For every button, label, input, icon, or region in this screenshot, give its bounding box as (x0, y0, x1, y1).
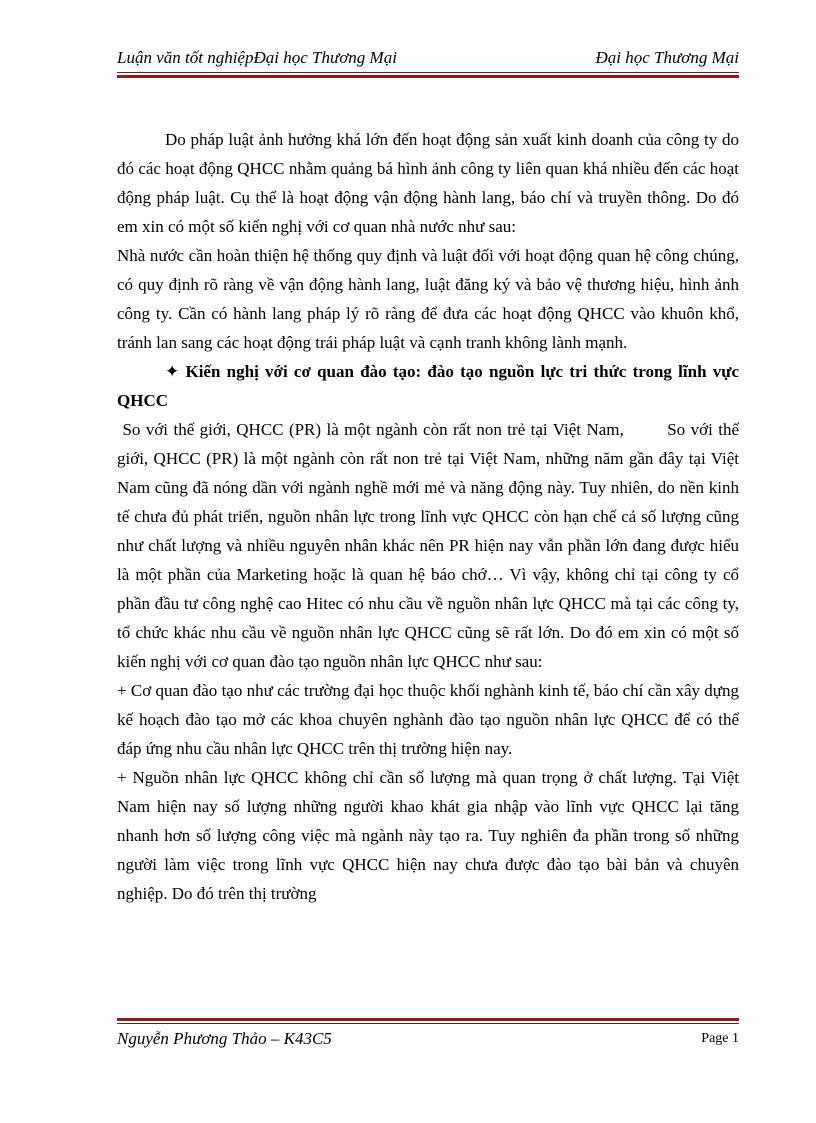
paragraph-training-point-2: + Nguồn nhân lực QHCC không chỉ cần số lượng mà quan trọng ở chất lượng. Tại Việt Nam hiện nay số lượng những người khao khát gia nhập vào lĩnh vực QHCC lại tăng nhanh hơn số lượng công việc mà ngành này tạo ra. Tuy nghiên đa phần trong số những người làm việc trong lĩnh vực QHCC hiện nay chưa được đào tạo bài bản và chuyên nghiệp. Do đó trên thị trường (117, 768, 739, 903)
document-body (117, 125, 744, 908)
footer-rule (117, 1018, 739, 1024)
section-heading-text: Kiến nghị với cơ quan đào tạo: đào tạo nguồn lực tri thức trong lĩnh vực QHCC (117, 362, 739, 410)
header-right-title: Đại học Thương Mại (595, 48, 739, 67)
star-bullet-icon: ✦ (165, 362, 180, 381)
header-rule (117, 72, 739, 78)
footer-author: Nguyễn Phương Thảo – K43C5 (117, 1029, 332, 1048)
page-number: Page 1 (701, 1031, 739, 1046)
paragraph-legal: Do pháp luật ảnh hưởng khá lớn đến hoạt động sản xuất kinh doanh của công ty do đó các hoạt động QHCC nhằm quảng bá hình ảnh công ty liên quan khá nhiều đến các hoạt động pháp luật. Cụ thể là hoạt động vận động hành lang, báo chí và truyền thông. Do đó em xin có một số kiến nghị với cơ quan nhà nước như sau: (117, 130, 739, 236)
header-left-title: Luận văn tốt nghiệpĐại học Thương Mại (117, 48, 397, 67)
paragraph-state-recommendation: Nhà nước cần hoàn thiện hệ thống quy định và luật đối với hoạt động quan hệ công chúng, có quy định rõ ràng về vận động hành lang, luật đăng ký và bảo vệ thương hiệu, hình ảnh công ty. Cần có hành lang pháp lý rõ ràng để đưa các hoạt động QHCC vào khuôn khổ, tránh lan sang các hoạt động trái pháp luật và cạnh tranh không lành mạnh. (117, 246, 739, 352)
page-header (117, 48, 739, 74)
page-footer (117, 1029, 739, 1053)
paragraph-training-intro: So với thế giới, QHCC (PR) là một ngành còn rất non trẻ tại Việt Nam, So với thế giới, QHCC (PR) là một ngành còn rất non trẻ tại Việt Nam, những năm gần đây tại Việt Nam cũng đã nóng dần với ngành nghề mới mẻ và năng động này. Tuy nhiên, do nền kinh tế chưa đủ phát triển, nguồn nhân lực trong lĩnh vực QHCC còn hạn chế cả số lượng cũng như chất lượng và nhiều nguyên nhân khác nên PR hiện nay vẫn phần lớn đang được hiểu là một phần của Marketing hoặc là quan hệ báo chớ… Vì vậy, không chỉ tại công ty cổ phần đầu tư công nghệ cao Hitec có nhu cầu về nguồn nhân lực QHCC mà tại các công ty, tổ chức khác nhu cầu về nguồn nhân lực QHCC cũng sẽ rất lớn. Do đó em xin có một số kiến nghị với cơ quan đào tạo nguồn nhân lực QHCC như sau: (117, 420, 744, 671)
paragraph-training-point-1: + Cơ quan đào tạo như các trường đại học thuộc khối nghành kinh tế, báo chí cần xây dựng kế hoạch đào tạo mở các khoa chuyên nghành đào tạo nguồn nhân lực QHCC để có thể đáp ứng nhu cầu nhân lực QHCC trên thị trường hiện nay. (117, 681, 739, 758)
section-heading (117, 357, 739, 415)
